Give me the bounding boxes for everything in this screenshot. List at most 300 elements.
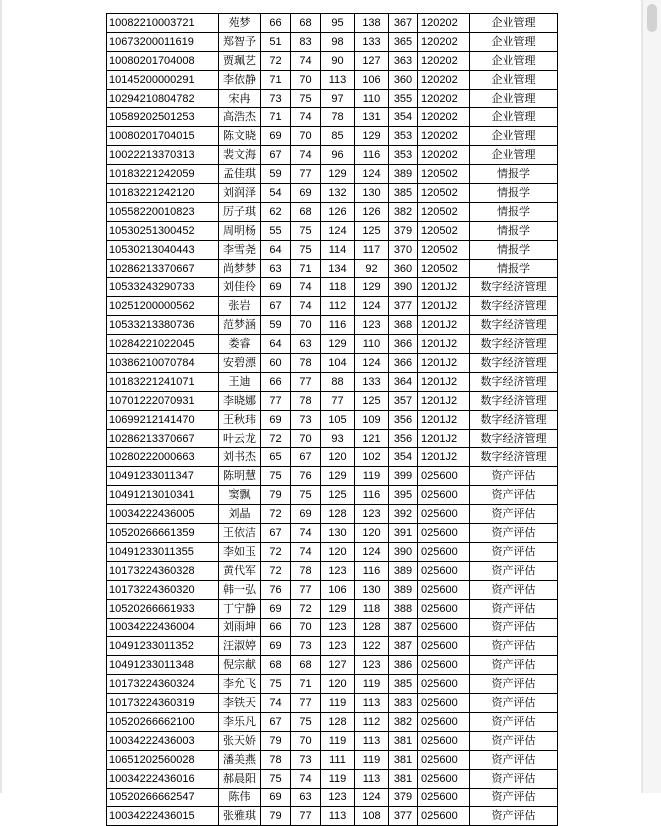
candidate-id-cell: 10286213370667: [107, 429, 219, 448]
score-english-cell: 78: [291, 561, 321, 580]
candidate-id-cell: 10533213380736: [107, 316, 219, 335]
score-subject2-cell: 121: [355, 429, 389, 448]
score-politics-cell: 69: [261, 788, 291, 807]
total-score-cell: 364: [389, 372, 418, 391]
score-subject1-cell: 128: [321, 505, 355, 524]
total-score-cell: 390: [389, 278, 418, 297]
score-english-cell: 77: [291, 165, 321, 184]
table-row: [107, 694, 558, 713]
score-politics-cell: 67: [261, 712, 291, 731]
score-subject2-cell: 119: [355, 750, 389, 769]
name-cell: 娄睿: [219, 335, 261, 354]
total-score-cell: 370: [389, 240, 418, 259]
total-score-cell: 382: [389, 712, 418, 731]
major-name-cell: 资产评估: [470, 524, 558, 543]
score-english-cell: 68: [291, 656, 321, 675]
table-row: [107, 127, 558, 146]
score-subject2-cell: 119: [355, 675, 389, 694]
score-subject1-cell: 129: [321, 165, 355, 184]
major-name-cell: 企业管理: [470, 51, 558, 70]
total-score-cell: 360: [389, 70, 418, 89]
major-code-cell: 025600: [418, 750, 470, 769]
score-english-cell: 78: [291, 391, 321, 410]
table-row: [107, 297, 558, 316]
major-code-cell: 025600: [418, 731, 470, 750]
score-politics-cell: 64: [261, 335, 291, 354]
name-cell: 裴文海: [219, 146, 261, 165]
name-cell: 郑智予: [219, 32, 261, 51]
score-subject2-cell: 109: [355, 410, 389, 429]
name-cell: 潘美燕: [219, 750, 261, 769]
table-row: [107, 240, 558, 259]
name-cell: 陈明慧: [219, 467, 261, 486]
score-subject1-cell: 118: [321, 278, 355, 297]
score-politics-cell: 75: [261, 675, 291, 694]
major-code-cell: 1201J2: [418, 372, 470, 391]
name-cell: 范梦涵: [219, 316, 261, 335]
score-politics-cell: 60: [261, 354, 291, 373]
score-subject1-cell: 134: [321, 259, 355, 278]
score-subject1-cell: 116: [321, 316, 355, 335]
score-english-cell: 77: [291, 580, 321, 599]
total-score-cell: 381: [389, 769, 418, 788]
score-english-cell: 74: [291, 769, 321, 788]
name-cell: 汪淑婷: [219, 637, 261, 656]
score-english-cell: 74: [291, 51, 321, 70]
major-name-cell: 数字经济管理: [470, 335, 558, 354]
score-subject2-cell: 129: [355, 278, 389, 297]
candidate-id-cell: 10183221242120: [107, 184, 219, 203]
score-english-cell: 73: [291, 750, 321, 769]
table-row: [107, 580, 558, 599]
total-score-cell: 381: [389, 731, 418, 750]
total-score-cell: 366: [389, 354, 418, 373]
candidate-id-cell: 10673200011619: [107, 32, 219, 51]
score-subject2-cell: 116: [355, 486, 389, 505]
score-subject1-cell: 126: [321, 202, 355, 221]
score-subject1-cell: 85: [321, 127, 355, 146]
score-english-cell: 75: [291, 240, 321, 259]
score-subject2-cell: 128: [355, 618, 389, 637]
candidate-id-cell: 10034222436016: [107, 769, 219, 788]
major-code-cell: 1201J2: [418, 391, 470, 410]
score-subject1-cell: 129: [321, 599, 355, 618]
name-cell: 孟佳琪: [219, 165, 261, 184]
admission-score-table: [106, 13, 558, 826]
candidate-id-cell: 10530213040443: [107, 240, 219, 259]
score-english-cell: 71: [291, 259, 321, 278]
score-politics-cell: 63: [261, 259, 291, 278]
score-english-cell: 83: [291, 32, 321, 51]
score-politics-cell: 67: [261, 524, 291, 543]
name-cell: 李铁天: [219, 694, 261, 713]
table-row: [107, 410, 558, 429]
major-name-cell: 情报学: [470, 259, 558, 278]
major-code-cell: 025600: [418, 505, 470, 524]
score-english-cell: 70: [291, 618, 321, 637]
name-cell: 张天娇: [219, 731, 261, 750]
score-subject2-cell: 124: [355, 354, 389, 373]
score-english-cell: 73: [291, 410, 321, 429]
total-score-cell: 363: [389, 51, 418, 70]
score-english-cell: 75: [291, 221, 321, 240]
score-subject2-cell: 123: [355, 656, 389, 675]
major-code-cell: 025600: [418, 807, 470, 826]
major-code-cell: 025600: [418, 675, 470, 694]
table-row: [107, 372, 558, 391]
major-code-cell: 120202: [418, 108, 470, 127]
score-subject2-cell: 120: [355, 524, 389, 543]
score-politics-cell: 62: [261, 202, 291, 221]
score-english-cell: 70: [291, 70, 321, 89]
major-name-cell: 资产评估: [470, 467, 558, 486]
score-politics-cell: 74: [261, 694, 291, 713]
major-name-cell: 资产评估: [470, 788, 558, 807]
name-cell: 高浩杰: [219, 108, 261, 127]
score-subject1-cell: 132: [321, 184, 355, 203]
score-politics-cell: 71: [261, 108, 291, 127]
total-score-cell: 367: [389, 14, 418, 33]
table-row: [107, 486, 558, 505]
name-cell: 张雅琪: [219, 807, 261, 826]
candidate-id-cell: 10589202501253: [107, 108, 219, 127]
score-subject1-cell: 105: [321, 410, 355, 429]
total-score-cell: 377: [389, 297, 418, 316]
total-score-cell: 379: [389, 221, 418, 240]
name-cell: 李如玉: [219, 542, 261, 561]
name-cell: 李乐凡: [219, 712, 261, 731]
major-code-cell: 1201J2: [418, 297, 470, 316]
candidate-id-cell: 10082210003721: [107, 14, 219, 33]
candidate-id-cell: 10491233011355: [107, 542, 219, 561]
candidate-id-cell: 10520266661933: [107, 599, 219, 618]
name-cell: 李雪尧: [219, 240, 261, 259]
score-politics-cell: 76: [261, 580, 291, 599]
score-subject1-cell: 114: [321, 240, 355, 259]
major-name-cell: 情报学: [470, 240, 558, 259]
major-name-cell: 企业管理: [470, 108, 558, 127]
score-subject1-cell: 128: [321, 712, 355, 731]
score-subject2-cell: 124: [355, 297, 389, 316]
candidate-id-cell: 10280222000663: [107, 448, 219, 467]
total-score-cell: 399: [389, 467, 418, 486]
major-code-cell: 025600: [418, 656, 470, 675]
score-english-cell: 74: [291, 108, 321, 127]
score-english-cell: 75: [291, 486, 321, 505]
score-subject2-cell: 130: [355, 184, 389, 203]
total-score-cell: 368: [389, 316, 418, 335]
score-subject1-cell: 106: [321, 580, 355, 599]
name-cell: 窦飘: [219, 486, 261, 505]
score-politics-cell: 54: [261, 184, 291, 203]
score-politics-cell: 79: [261, 486, 291, 505]
score-subject1-cell: 125: [321, 486, 355, 505]
score-subject2-cell: 118: [355, 599, 389, 618]
score-subject2-cell: 119: [355, 467, 389, 486]
name-cell: 刘书杰: [219, 448, 261, 467]
score-subject2-cell: 108: [355, 807, 389, 826]
score-english-cell: 63: [291, 335, 321, 354]
major-name-cell: 资产评估: [470, 637, 558, 656]
candidate-id-cell: 10080201704008: [107, 51, 219, 70]
table-row: [107, 561, 558, 580]
score-english-cell: 74: [291, 524, 321, 543]
major-code-cell: 025600: [418, 788, 470, 807]
score-politics-cell: 72: [261, 505, 291, 524]
major-name-cell: 数字经济管理: [470, 354, 558, 373]
table-row: [107, 448, 558, 467]
score-politics-cell: 67: [261, 146, 291, 165]
major-name-cell: 资产评估: [470, 561, 558, 580]
major-code-cell: 025600: [418, 467, 470, 486]
score-subject1-cell: 120: [321, 542, 355, 561]
major-code-cell: 120202: [418, 51, 470, 70]
vertical-scrollbar[interactable]: [643, 0, 661, 793]
table-row: [107, 391, 558, 410]
total-score-cell: 360: [389, 259, 418, 278]
score-subject1-cell: 97: [321, 89, 355, 108]
score-politics-cell: 79: [261, 731, 291, 750]
major-name-cell: 企业管理: [470, 89, 558, 108]
score-english-cell: 74: [291, 146, 321, 165]
score-subject2-cell: 106: [355, 70, 389, 89]
major-name-cell: 资产评估: [470, 656, 558, 675]
table-row: [107, 51, 558, 70]
name-cell: 王迪: [219, 372, 261, 391]
major-name-cell: 数字经济管理: [470, 372, 558, 391]
candidate-id-cell: 10080201704015: [107, 127, 219, 146]
major-name-cell: 资产评估: [470, 807, 558, 826]
candidate-id-cell: 10183221242059: [107, 165, 219, 184]
score-subject2-cell: 92: [355, 259, 389, 278]
total-score-cell: 353: [389, 127, 418, 146]
total-score-cell: 383: [389, 694, 418, 713]
score-english-cell: 75: [291, 712, 321, 731]
name-cell: 宋冉: [219, 89, 261, 108]
score-subject1-cell: 96: [321, 146, 355, 165]
score-subject1-cell: 123: [321, 637, 355, 656]
candidate-id-cell: 10520266662100: [107, 712, 219, 731]
candidate-id-cell: 10286213370667: [107, 259, 219, 278]
score-politics-cell: 67: [261, 297, 291, 316]
score-politics-cell: 69: [261, 127, 291, 146]
major-code-cell: 120502: [418, 165, 470, 184]
score-subject2-cell: 124: [355, 165, 389, 184]
score-subject1-cell: 93: [321, 429, 355, 448]
table-row: [107, 221, 558, 240]
score-subject2-cell: 117: [355, 240, 389, 259]
major-name-cell: 资产评估: [470, 675, 558, 694]
score-politics-cell: 75: [261, 467, 291, 486]
candidate-id-cell: 10183221241071: [107, 372, 219, 391]
major-code-cell: 025600: [418, 542, 470, 561]
table-row: [107, 184, 558, 203]
score-politics-cell: 72: [261, 51, 291, 70]
table-row: [107, 788, 558, 807]
candidate-id-cell: 10173224360324: [107, 675, 219, 694]
candidate-id-cell: 10294210804782: [107, 89, 219, 108]
candidate-id-cell: 10284221022045: [107, 335, 219, 354]
score-subject1-cell: 111: [321, 750, 355, 769]
table-row: [107, 505, 558, 524]
score-subject1-cell: 129: [321, 467, 355, 486]
major-name-cell: 资产评估: [470, 694, 558, 713]
candidate-id-cell: 10491233011352: [107, 637, 219, 656]
candidate-id-cell: 10699212141470: [107, 410, 219, 429]
scrollbar-thumb[interactable]: [647, 4, 657, 32]
candidate-id-cell: 10034222436004: [107, 618, 219, 637]
name-cell: 叶云龙: [219, 429, 261, 448]
major-name-cell: 企业管理: [470, 70, 558, 89]
score-english-cell: 63: [291, 788, 321, 807]
score-subject1-cell: 119: [321, 694, 355, 713]
score-subject2-cell: 130: [355, 580, 389, 599]
table-row: [107, 259, 558, 278]
major-code-cell: 120202: [418, 146, 470, 165]
total-score-cell: 390: [389, 542, 418, 561]
major-code-cell: 1201J2: [418, 429, 470, 448]
major-name-cell: 资产评估: [470, 580, 558, 599]
score-english-cell: 72: [291, 599, 321, 618]
major-name-cell: 资产评估: [470, 750, 558, 769]
table-row: [107, 354, 558, 373]
candidate-id-cell: 10034222436015: [107, 807, 219, 826]
table-row: [107, 14, 558, 33]
candidate-id-cell: 10251200000562: [107, 297, 219, 316]
table-row: [107, 807, 558, 826]
score-english-cell: 70: [291, 731, 321, 750]
total-score-cell: 395: [389, 486, 418, 505]
major-code-cell: 1201J2: [418, 316, 470, 335]
score-politics-cell: 72: [261, 429, 291, 448]
score-english-cell: 74: [291, 278, 321, 297]
total-score-cell: 389: [389, 580, 418, 599]
major-name-cell: 情报学: [470, 221, 558, 240]
table-row: [107, 731, 558, 750]
score-subject2-cell: 116: [355, 146, 389, 165]
score-subject2-cell: 113: [355, 731, 389, 750]
candidate-id-cell: 10173224360319: [107, 694, 219, 713]
major-code-cell: 025600: [418, 637, 470, 656]
score-politics-cell: 72: [261, 542, 291, 561]
name-cell: 李晓娜: [219, 391, 261, 410]
score-subject1-cell: 120: [321, 448, 355, 467]
major-name-cell: 数字经济管理: [470, 391, 558, 410]
major-code-cell: 120502: [418, 240, 470, 259]
score-subject1-cell: 95: [321, 14, 355, 33]
table-row: [107, 599, 558, 618]
score-politics-cell: 55: [261, 221, 291, 240]
table-row: [107, 429, 558, 448]
score-english-cell: 70: [291, 127, 321, 146]
candidate-id-cell: 10173224360320: [107, 580, 219, 599]
score-subject2-cell: 113: [355, 694, 389, 713]
total-score-cell: 387: [389, 637, 418, 656]
table-row: [107, 675, 558, 694]
score-english-cell: 74: [291, 297, 321, 316]
total-score-cell: 366: [389, 335, 418, 354]
table-row: [107, 750, 558, 769]
score-politics-cell: 66: [261, 372, 291, 391]
total-score-cell: 385: [389, 675, 418, 694]
score-politics-cell: 71: [261, 70, 291, 89]
score-english-cell: 77: [291, 694, 321, 713]
major-code-cell: 120202: [418, 14, 470, 33]
candidate-id-cell: 10173224360328: [107, 561, 219, 580]
total-score-cell: 388: [389, 599, 418, 618]
score-subject1-cell: 119: [321, 731, 355, 750]
major-code-cell: 025600: [418, 524, 470, 543]
score-english-cell: 77: [291, 807, 321, 826]
score-subject1-cell: 88: [321, 372, 355, 391]
candidate-id-cell: 10145200000291: [107, 70, 219, 89]
total-score-cell: 354: [389, 108, 418, 127]
major-code-cell: 1201J2: [418, 278, 470, 297]
major-code-cell: 1201J2: [418, 448, 470, 467]
name-cell: 倪宗献: [219, 656, 261, 675]
score-english-cell: 75: [291, 89, 321, 108]
score-subject2-cell: 124: [355, 542, 389, 561]
candidate-id-cell: 10701222070931: [107, 391, 219, 410]
total-score-cell: 389: [389, 561, 418, 580]
total-score-cell: 391: [389, 524, 418, 543]
score-subject1-cell: 124: [321, 221, 355, 240]
total-score-cell: 389: [389, 165, 418, 184]
candidate-id-cell: 10520266662547: [107, 788, 219, 807]
total-score-cell: 356: [389, 429, 418, 448]
score-subject2-cell: 133: [355, 372, 389, 391]
name-cell: 苑梦: [219, 14, 261, 33]
candidate-id-cell: 10022213370313: [107, 146, 219, 165]
score-subject2-cell: 110: [355, 89, 389, 108]
score-english-cell: 67: [291, 448, 321, 467]
score-english-cell: 78: [291, 354, 321, 373]
table-row: [107, 89, 558, 108]
score-subject1-cell: 77: [321, 391, 355, 410]
score-politics-cell: 64: [261, 240, 291, 259]
score-english-cell: 73: [291, 637, 321, 656]
name-cell: 陈伟: [219, 788, 261, 807]
name-cell: 韩一弘: [219, 580, 261, 599]
major-name-cell: 数字经济管理: [470, 278, 558, 297]
score-subject1-cell: 78: [321, 108, 355, 127]
candidate-id-cell: 10530251300452: [107, 221, 219, 240]
major-code-cell: 120502: [418, 221, 470, 240]
major-code-cell: 025600: [418, 561, 470, 580]
score-politics-cell: 72: [261, 561, 291, 580]
major-name-cell: 企业管理: [470, 146, 558, 165]
table-row: [107, 316, 558, 335]
table-row: [107, 712, 558, 731]
table-row: [107, 618, 558, 637]
total-score-cell: 353: [389, 146, 418, 165]
score-politics-cell: 69: [261, 637, 291, 656]
score-subject1-cell: 90: [321, 51, 355, 70]
table-row: [107, 32, 558, 51]
table-row: [107, 467, 558, 486]
major-code-cell: 120202: [418, 70, 470, 89]
score-english-cell: 69: [291, 505, 321, 524]
score-politics-cell: 59: [261, 165, 291, 184]
score-english-cell: 71: [291, 675, 321, 694]
score-politics-cell: 51: [261, 32, 291, 51]
score-subject2-cell: 113: [355, 769, 389, 788]
score-politics-cell: 69: [261, 410, 291, 429]
table-row: [107, 108, 558, 127]
major-code-cell: 120202: [418, 32, 470, 51]
major-name-cell: 数字经济管理: [470, 297, 558, 316]
name-cell: 王秋玮: [219, 410, 261, 429]
